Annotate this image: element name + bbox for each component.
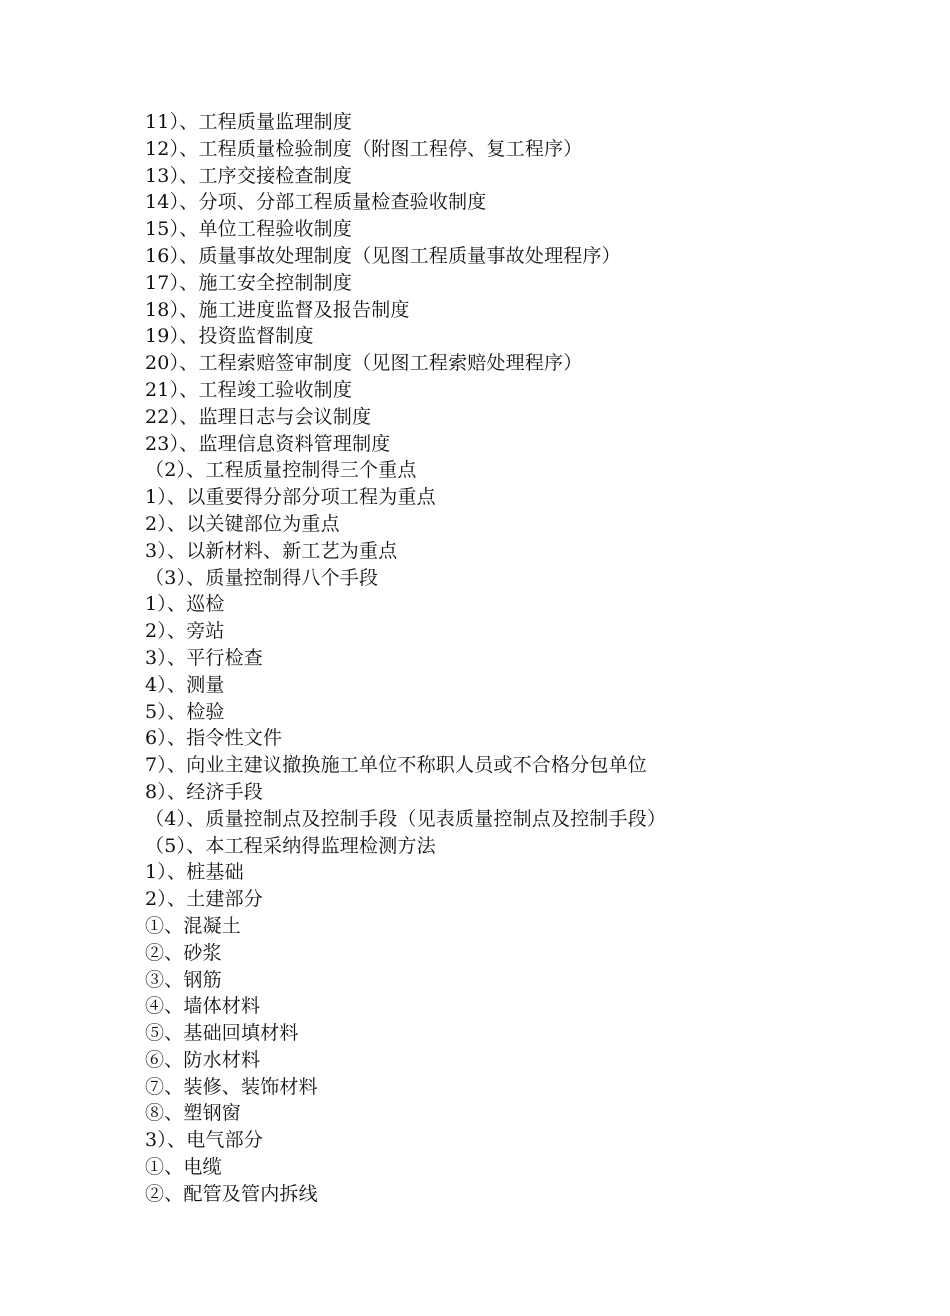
text-line: ③、钢筋 <box>145 968 222 991</box>
text-line: 12）、工程质量检验制度（附图工程停、复工程序） <box>145 137 583 160</box>
text-line: 5）、检验 <box>145 700 225 723</box>
text-line: ①、电缆 <box>145 1156 222 1179</box>
text-line: 14）、分项、分部工程质量检查验收制度 <box>145 191 487 214</box>
text-line: 2）、土建部分 <box>145 888 263 911</box>
text-line: ②、配管及管内拆线 <box>145 1182 318 1205</box>
text-line: ④、墙体材料 <box>145 995 261 1018</box>
section-heading: （3）、质量控制得八个手段 <box>145 566 379 589</box>
text-line: 11）、工程质量监理制度 <box>145 111 353 133</box>
text-line: 22）、监理日志与会议制度 <box>145 405 372 428</box>
text-line: 17）、施工安全控制制度 <box>145 271 353 294</box>
text-line: 1）、以重要得分部分项工程为重点 <box>145 486 436 509</box>
text-line: 15）、单位工程验收制度 <box>145 218 353 241</box>
text-line: ②、砂浆 <box>145 941 222 964</box>
text-line: 20）、工程索赔签审制度（见图工程索赔处理程序） <box>145 352 583 375</box>
text-line: 1）、桩基础 <box>145 861 244 884</box>
text-line: 2）、旁站 <box>145 620 225 643</box>
text-line: ⑤、基础回填材料 <box>145 1022 299 1045</box>
text-line: ⑧、塑钢窗 <box>145 1102 242 1125</box>
text-line: 13）、工序交接检查制度 <box>145 164 353 187</box>
text-line: 8）、经济手段 <box>145 780 263 803</box>
text-line: 3）、以新材料、新工艺为重点 <box>145 539 398 562</box>
text-line: 16）、质量事故处理制度（见图工程质量事故处理程序） <box>145 244 621 267</box>
text-line: 19）、投资监督制度 <box>145 325 314 348</box>
text-line: 6）、指令性文件 <box>145 727 283 750</box>
section-heading: （4）、质量控制点及控制手段（见表质量控制点及控制手段） <box>145 807 667 830</box>
text-line: 3）、平行检查 <box>145 646 263 669</box>
text-line: 21）、工程竣工验收制度 <box>145 378 353 401</box>
text-line: 23）、监理信息资料管理制度 <box>145 432 391 455</box>
text-line: ⑥、防水材料 <box>145 1048 261 1071</box>
section-heading: （2）、工程质量控制得三个重点 <box>145 459 417 482</box>
text-line: 7）、向业主建议撤换施工单位不称职人员或不合格分包单位 <box>145 754 647 777</box>
text-line: 1）、巡检 <box>145 593 225 616</box>
text-line: ⑦、装修、装饰材料 <box>145 1075 318 1098</box>
section-heading: （5）、本工程采纳得监理检测方法 <box>145 834 436 857</box>
text-line: 18）、施工进度监督及报告制度 <box>145 298 410 321</box>
text-line: 2）、以关键部位为重点 <box>145 512 340 535</box>
text-line: ①、混凝土 <box>145 914 242 937</box>
document-content <box>145 109 905 1208</box>
text-line: 3）、电气部分 <box>145 1129 263 1152</box>
text-line: 4）、测量 <box>145 673 225 696</box>
